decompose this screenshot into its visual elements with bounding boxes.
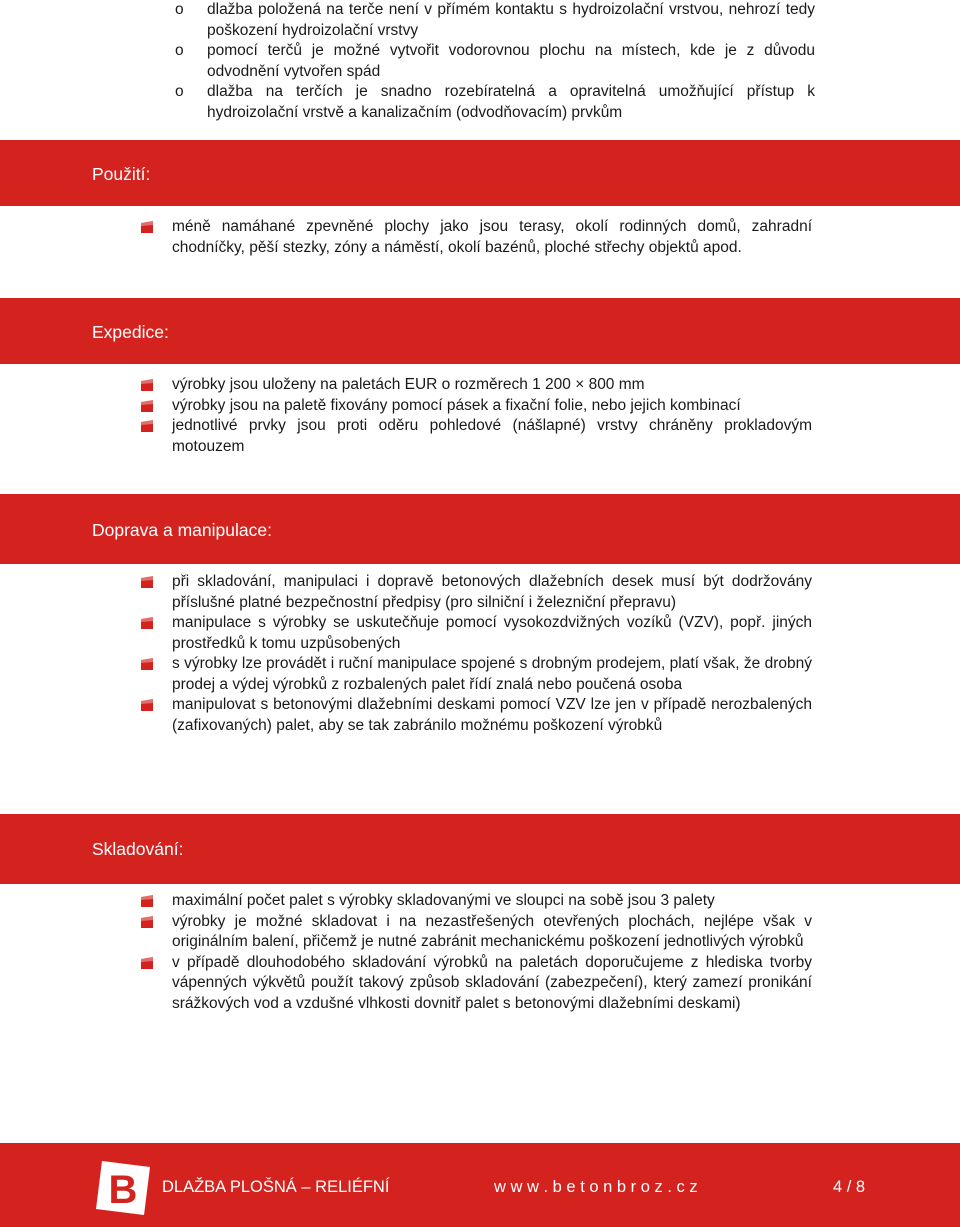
- list-item: [140, 654, 812, 695]
- list-item: [140, 912, 812, 953]
- intro-item: [175, 82, 815, 123]
- list-item-text: manipulace s výrobky se uskutečňuje pomocí vysokozdvižných vozíků (VZV), popř. jiných prostředků k tomu uzpůsobených: [172, 614, 812, 652]
- intro-item-text: pomocí terčů je možné vytvořit vodorovnou plochu na místech, kde je z důvodu odvodnění vytvořen spád: [207, 42, 815, 80]
- circle-bullet: o: [175, 1, 184, 18]
- list-item-text: výrobky jsou na paletě fixovány pomocí pásek a fixační folie, nebo jejich kombinací: [172, 396, 741, 414]
- square-bullet-icon: [140, 698, 154, 712]
- list-item: [140, 416, 812, 457]
- intro-list: [175, 0, 815, 123]
- list-item: [140, 953, 812, 1015]
- footer-bar: [0, 1143, 960, 1227]
- square-bullet-icon: [140, 419, 154, 433]
- section-title: Použití:: [92, 164, 151, 184]
- list-item-text: výrobky je možné skladovat i na nezastřešených otevřených plochách, nejlépe však v originálním balení, přičemž je nutné zabránit mechanickému poškození jednotlivých výrobků: [172, 912, 812, 950]
- square-bullet-icon: [140, 616, 154, 630]
- square-bullet-icon: [140, 956, 154, 970]
- list-item: [140, 217, 812, 258]
- square-bullet-icon: [140, 220, 154, 234]
- square-bullet-icon: [140, 399, 154, 413]
- intro-item: [175, 0, 815, 41]
- footer-product-name: DLAŽBA PLOŠNÁ – RELIÉFNÍ: [162, 1178, 390, 1196]
- list-item: [140, 375, 812, 396]
- section-list-doprava: [140, 572, 812, 736]
- circle-bullet: o: [175, 42, 184, 59]
- list-item: [140, 396, 812, 417]
- footer-website-link[interactable]: w w w . b e t o n b r o z . c z: [494, 1178, 698, 1196]
- section-header-pouziti: [0, 140, 960, 206]
- logo-letter: B: [108, 1168, 138, 1212]
- list-item: [140, 695, 812, 736]
- circle-bullet: o: [175, 83, 184, 100]
- list-item-text: jednotlivé prvky jsou proti oděru pohledové (nášlapné) vrstvy chráněny prokladovým motouzem: [172, 417, 812, 455]
- list-item: [140, 613, 812, 654]
- list-item: [140, 891, 812, 912]
- square-bullet-icon: [140, 378, 154, 392]
- section-list-pouziti: [140, 217, 812, 258]
- list-item-text: s výrobky lze provádět i ruční manipulace spojené s drobným prodejem, platí však, že drobný prodej a výdej výrobků z rozbalených palet řídí znalá nebo poučená osoba: [172, 655, 812, 693]
- square-bullet-icon: [140, 915, 154, 929]
- list-item-text: manipulovat s betonovými dlažebními deskami pomocí VZV lze jen v případě nerozbalených (zafixovaných) palet, aby se tak zabránilo možnému poškození výrobků: [172, 696, 812, 734]
- intro-item-text: dlažba položená na terče není v přímém kontaktu s hydroizolační vrstvou, nehrozí tedy poškození hydroizolační vrstvy: [207, 1, 815, 39]
- section-list-expedice: [140, 375, 812, 457]
- square-bullet-icon: [140, 894, 154, 908]
- list-item: [140, 572, 812, 613]
- section-header-doprava: [0, 494, 960, 564]
- list-item-text: méně namáhané zpevněné plochy jako jsou terasy, okolí rodinných domů, zahradní chodníčky, pěší stezky, zóny a náměstí, okolí bazénů, ploché střechy objektů apod.: [172, 218, 812, 256]
- square-bullet-icon: [140, 575, 154, 589]
- intro-item: [175, 41, 815, 82]
- intro-item-text: dlažba na terčích je snadno rozebíratelná a opravitelná umožňující přístup k hydroizolační vrstvě a kanalizačním (odvodňovacím) prvkům: [207, 83, 815, 121]
- section-title: Expedice:: [92, 322, 169, 342]
- list-item-text: výrobky jsou uloženy na paletách EUR o rozměrech 1 200 × 800 mm: [172, 376, 645, 393]
- betonbroz-logo: [94, 1157, 152, 1217]
- section-list-skladovani: [140, 891, 812, 1014]
- square-bullet-icon: [140, 657, 154, 671]
- section-header-expedice: [0, 298, 960, 364]
- section-title: Doprava a manipulace:: [92, 520, 272, 540]
- list-item-text: v případě dlouhodobého skladování výrobků na paletách doporučujeme z hlediska tvorby vápenných výkvětů použít takový způsob skladování (zabezpečení), který zamezí pronikání srážkových vod a vzdušné vlhkosti dovnitř palet s betonovými dlažebními deskami): [172, 953, 812, 1012]
- section-header-skladovani: [0, 814, 960, 884]
- list-item-text: při skladování, manipulaci i dopravě betonových dlažebních desek musí být dodržovány příslušné platné bezpečnostní předpisy (pro silniční i železniční přepravu): [172, 573, 812, 611]
- list-item-text: maximální počet palet s výrobky skladovanými ve sloupci na sobě jsou 3 palety: [172, 892, 715, 909]
- footer-page-number: 4 / 8: [833, 1178, 866, 1196]
- section-title: Skladování:: [92, 839, 184, 859]
